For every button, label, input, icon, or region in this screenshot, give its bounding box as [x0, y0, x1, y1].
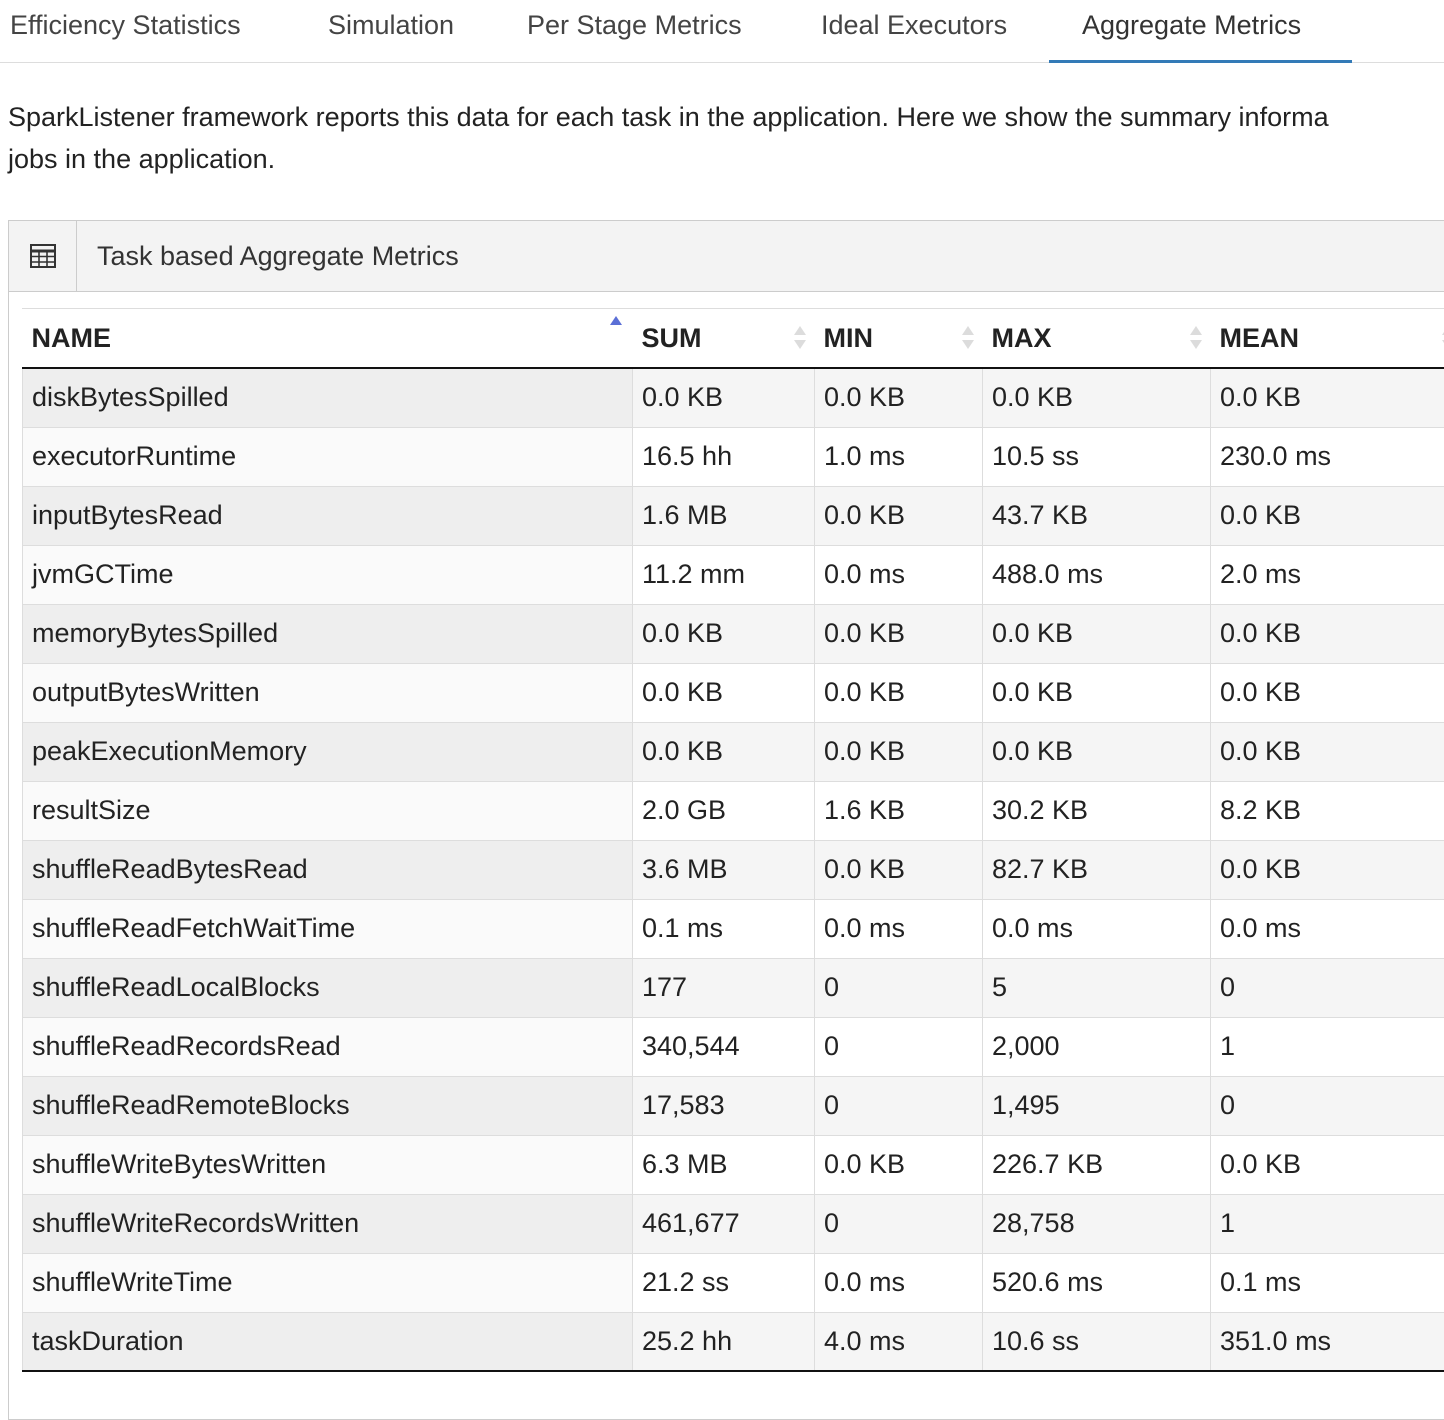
cell-min: 0: [815, 1017, 983, 1076]
cell-mean: 0.1 ms: [1211, 1253, 1444, 1312]
table-row: [23, 958, 1444, 1017]
cell-min: 0.0 KB: [815, 663, 983, 722]
metrics-table-wrapper: [22, 308, 1444, 1372]
sort-both-icon: [1189, 323, 1203, 353]
cell-max: 2,000: [983, 1017, 1211, 1076]
cell-mean: 0.0 KB: [1211, 486, 1444, 545]
cell-sum: 0.0 KB: [633, 368, 815, 427]
cell-min: 0: [815, 1076, 983, 1135]
sort-ascending-icon: [609, 313, 623, 343]
intro-text: [8, 96, 1444, 180]
cell-sum: 340,544: [633, 1017, 815, 1076]
table-row: [23, 1312, 1444, 1371]
cell-mean: 0.0 KB: [1211, 840, 1444, 899]
column-header-label: SUM: [642, 323, 702, 353]
tab-simulation[interactable]: Simulation: [328, 0, 478, 63]
cell-max: 10.5 ss: [983, 427, 1211, 486]
table-row: [23, 722, 1444, 781]
cell-name: outputBytesWritten: [23, 663, 633, 722]
cell-min: 0.0 KB: [815, 368, 983, 427]
table-row: [23, 1253, 1444, 1312]
cell-min: 1.6 KB: [815, 781, 983, 840]
cell-mean: 0.0 KB: [1211, 368, 1444, 427]
cell-max: 5: [983, 958, 1211, 1017]
cell-mean: 0: [1211, 1076, 1444, 1135]
cell-mean: 0.0 KB: [1211, 722, 1444, 781]
tab-bar: [0, 0, 1444, 63]
cell-max: 1,495: [983, 1076, 1211, 1135]
cell-name: shuffleReadRemoteBlocks: [23, 1076, 633, 1135]
sort-both-icon: [793, 323, 807, 353]
table-row: [23, 663, 1444, 722]
cell-sum: 0.0 KB: [633, 722, 815, 781]
column-header-mean[interactable]: [1211, 309, 1444, 368]
cell-name: diskBytesSpilled: [23, 368, 633, 427]
sort-both-icon: [961, 323, 975, 353]
cell-mean: 230.0 ms: [1211, 427, 1444, 486]
tab-aggregate-metrics[interactable]: Aggregate Metrics: [1049, 0, 1352, 63]
column-header-name[interactable]: [23, 309, 633, 368]
cell-max: 0.0 ms: [983, 899, 1211, 958]
table-row: [23, 604, 1444, 663]
cell-min: 0.0 KB: [815, 486, 983, 545]
table-row: [23, 840, 1444, 899]
cell-min: 0.0 ms: [815, 545, 983, 604]
cell-mean: 0.0 KB: [1211, 1135, 1444, 1194]
cell-sum: 0.0 KB: [633, 604, 815, 663]
cell-sum: 3.6 MB: [633, 840, 815, 899]
column-header-label: NAME: [32, 323, 112, 353]
cell-sum: 11.2 mm: [633, 545, 815, 604]
cell-max: 28,758: [983, 1194, 1211, 1253]
cell-min: 0.0 KB: [815, 840, 983, 899]
cell-min: 0.0 ms: [815, 899, 983, 958]
table-body: [23, 368, 1444, 1371]
cell-name: inputBytesRead: [23, 486, 633, 545]
cell-min: 0.0 KB: [815, 1135, 983, 1194]
panel-title: Task based Aggregate Metrics: [97, 221, 459, 291]
cell-sum: 25.2 hh: [633, 1312, 815, 1371]
cell-min: 0: [815, 958, 983, 1017]
intro-line-1: SparkListener framework reports this data for each task in the application. Here we show the summary informa: [8, 102, 1329, 132]
cell-min: 4.0 ms: [815, 1312, 983, 1371]
cell-max: 30.2 KB: [983, 781, 1211, 840]
table-row: [23, 899, 1444, 958]
cell-mean: 2.0 ms: [1211, 545, 1444, 604]
cell-max: 0.0 KB: [983, 368, 1211, 427]
cell-max: 520.6 ms: [983, 1253, 1211, 1312]
column-header-label: MEAN: [1220, 323, 1300, 353]
cell-name: taskDuration: [23, 1312, 633, 1371]
cell-sum: 2.0 GB: [633, 781, 815, 840]
tab-ideal-executors[interactable]: Ideal Executors: [821, 0, 1031, 63]
column-header-max[interactable]: [983, 309, 1211, 368]
table-row: [23, 427, 1444, 486]
cell-max: 82.7 KB: [983, 840, 1211, 899]
table-row: [23, 781, 1444, 840]
table-row: [23, 1017, 1444, 1076]
cell-mean: 0: [1211, 958, 1444, 1017]
cell-name: shuffleWriteRecordsWritten: [23, 1194, 633, 1253]
cell-max: 43.7 KB: [983, 486, 1211, 545]
table-row: [23, 1135, 1444, 1194]
cell-max: 0.0 KB: [983, 663, 1211, 722]
tab-efficiency-statistics[interactable]: Efficiency Statistics: [10, 0, 280, 63]
table-header-row: [23, 309, 1444, 368]
cell-mean: 0.0 ms: [1211, 899, 1444, 958]
cell-sum: 6.3 MB: [633, 1135, 815, 1194]
cell-sum: 1.6 MB: [633, 486, 815, 545]
cell-mean: 8.2 KB: [1211, 781, 1444, 840]
cell-name: shuffleWriteTime: [23, 1253, 633, 1312]
cell-mean: 0.0 KB: [1211, 663, 1444, 722]
cell-mean: 0.0 KB: [1211, 604, 1444, 663]
cell-min: 0.0 KB: [815, 604, 983, 663]
column-header-label: MAX: [992, 323, 1052, 353]
table-row: [23, 1076, 1444, 1135]
cell-sum: 21.2 ss: [633, 1253, 815, 1312]
cell-sum: 0.0 KB: [633, 663, 815, 722]
cell-mean: 351.0 ms: [1211, 1312, 1444, 1371]
cell-name: jvmGCTime: [23, 545, 633, 604]
cell-name: peakExecutionMemory: [23, 722, 633, 781]
cell-mean: 1: [1211, 1017, 1444, 1076]
cell-name: shuffleReadFetchWaitTime: [23, 899, 633, 958]
cell-sum: 0.1 ms: [633, 899, 815, 958]
table-row: [23, 486, 1444, 545]
sort-both-icon: [1441, 323, 1444, 353]
cell-name: executorRuntime: [23, 427, 633, 486]
cell-max: 226.7 KB: [983, 1135, 1211, 1194]
table-row: [23, 368, 1444, 427]
cell-name: shuffleReadRecordsRead: [23, 1017, 633, 1076]
cell-name: shuffleReadBytesRead: [23, 840, 633, 899]
table-row: [23, 1194, 1444, 1253]
cell-sum: 16.5 hh: [633, 427, 815, 486]
cell-max: 488.0 ms: [983, 545, 1211, 604]
panel-header: [9, 221, 1444, 292]
tab-per-stage-metrics[interactable]: Per Stage Metrics: [527, 0, 777, 63]
cell-sum: 17,583: [633, 1076, 815, 1135]
intro-line-2: jobs in the application.: [8, 138, 1444, 180]
cell-name: shuffleReadLocalBlocks: [23, 958, 633, 1017]
table-row: [23, 545, 1444, 604]
cell-min: 0: [815, 1194, 983, 1253]
cell-max: 0.0 KB: [983, 722, 1211, 781]
column-header-label: MIN: [824, 323, 874, 353]
cell-name: shuffleWriteBytesWritten: [23, 1135, 633, 1194]
cell-mean: 1: [1211, 1194, 1444, 1253]
cell-name: memoryBytesSpilled: [23, 604, 633, 663]
column-header-min[interactable]: [815, 309, 983, 368]
cell-min: 0.0 KB: [815, 722, 983, 781]
cell-max: 0.0 KB: [983, 604, 1211, 663]
cell-name: resultSize: [23, 781, 633, 840]
cell-min: 0.0 ms: [815, 1253, 983, 1312]
cell-sum: 177: [633, 958, 815, 1017]
column-header-sum[interactable]: [633, 309, 815, 368]
cell-min: 1.0 ms: [815, 427, 983, 486]
cell-sum: 461,677: [633, 1194, 815, 1253]
metrics-table: [22, 309, 1444, 1372]
table-icon: [30, 244, 56, 268]
panel-icon-box: [9, 221, 77, 291]
cell-max: 10.6 ss: [983, 1312, 1211, 1371]
